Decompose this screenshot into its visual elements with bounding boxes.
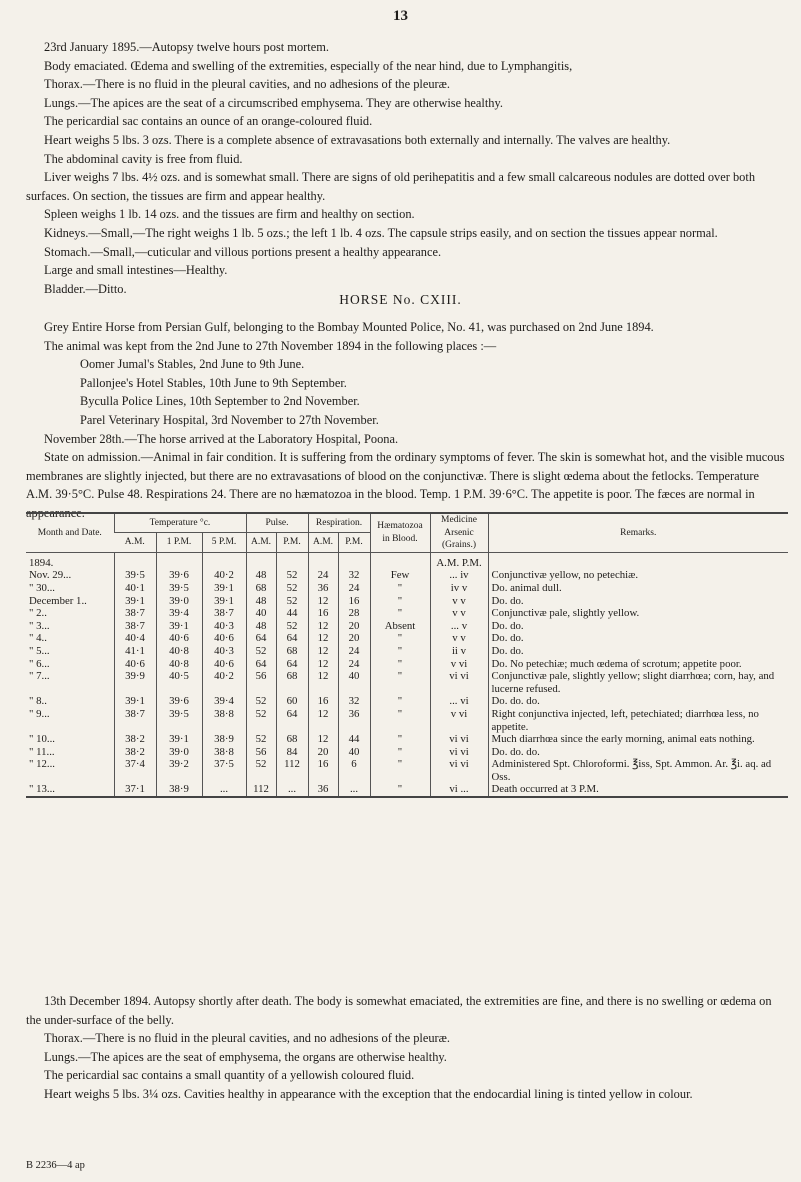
remarks-cell: Do. do. — [488, 645, 788, 658]
resp-pm-cell: 40 — [338, 746, 370, 759]
printer-mark: B 2236—4 ap — [26, 1160, 85, 1171]
pulse-am-cell: 52 — [246, 645, 276, 658]
resp-am-cell: 16 — [308, 758, 338, 783]
place-item: Byculla Police Lines, 10th September to 2nd November. — [80, 394, 360, 409]
horse-arrival: November 28th.—The horse arrived at the Laboratory Hospital, Poona. — [44, 431, 399, 446]
temp-5pm-cell: 40·2 — [202, 670, 246, 695]
autopsy-2-intro: 13th December 1894. Autopsy shortly after death. The body is somewhat emaciated, the extremities are fine, and there is no swelling or œdema on the under-surface of the belly. — [26, 994, 772, 1027]
header-temp-1pm: 1 P.M. — [156, 533, 202, 552]
pulse-pm-cell: 64 — [276, 708, 308, 733]
table-row — [26, 569, 788, 582]
table-row — [26, 645, 788, 658]
place-item: Parel Veterinary Hospital, 3rd November to 27th November. — [80, 412, 379, 427]
haematozoa-cell: " — [370, 670, 430, 695]
pulse-am-cell: 64 — [246, 658, 276, 671]
haematozoa-cell: " — [370, 595, 430, 608]
autopsy-2-lungs: Lungs.—The apices are the seat of emphysema, the organs are otherwise healthy. — [44, 1049, 447, 1064]
temp-5pm-cell: 39·4 — [202, 695, 246, 708]
pulse-pm-cell: 64 — [276, 632, 308, 645]
haematozoa-cell: " — [370, 645, 430, 658]
table-row — [26, 783, 788, 797]
temp-am-cell: 38·7 — [114, 620, 156, 633]
pulse-pm-cell: 52 — [276, 582, 308, 595]
header-remarks: Remarks. — [488, 513, 788, 552]
pulse-pm-cell: 64 — [276, 658, 308, 671]
temp-1pm-cell: 39·6 — [156, 569, 202, 582]
temp-5pm-cell: 38·9 — [202, 733, 246, 746]
header-temperature: Temperature °c. — [114, 513, 246, 533]
table-row — [26, 632, 788, 645]
header-haematozoa: Hæmatozoa in Blood. — [370, 513, 430, 552]
pulse-am-cell: 52 — [246, 695, 276, 708]
autopsy-1-kidneys: Kidneys.—Small,—The right weighs 1 lb. 5 ozs.; the left 1 lb. 4 ozs. The capsule strips easily, and on section the tissues appear normal. — [44, 225, 718, 240]
table-row — [26, 733, 788, 746]
temp-am-cell: 38·2 — [114, 746, 156, 759]
clinical-record-table — [26, 512, 788, 798]
pulse-pm-cell: 52 — [276, 620, 308, 633]
table-row — [26, 695, 788, 708]
temp-1pm-cell: 39·2 — [156, 758, 202, 783]
temp-5pm-cell: 37·5 — [202, 758, 246, 783]
autopsy-1-heart: Heart weighs 5 lbs. 3 ozs. There is a complete absence of extravasations both externally and internally. The valves are healthy. — [44, 132, 671, 147]
resp-am-cell: 20 — [308, 746, 338, 759]
remarks-cell: Do. No petechiæ; much œdema of scrotum; appetite poor. — [488, 658, 788, 671]
remarks-cell: Death occurred at 3 P.M. — [488, 783, 788, 797]
row-date-cell: " 9... — [29, 707, 50, 720]
temp-1pm-cell: 40·5 — [156, 670, 202, 695]
resp-pm-cell: 28 — [338, 607, 370, 620]
medicine-cell: v vi — [430, 658, 488, 671]
row-date-cell: " 8.. — [29, 695, 47, 708]
remarks-cell: Right conjunctiva injected, left, petechiated; diarrhœa less, no appetite. — [488, 708, 788, 733]
pulse-am-cell: 52 — [246, 733, 276, 746]
haematozoa-cell: " — [370, 695, 430, 708]
pulse-am-cell: 52 — [246, 708, 276, 733]
page-number: 13 — [393, 8, 408, 24]
remarks-cell: Much diarrhœa since the early morning, animal eats nothing. — [488, 733, 788, 746]
haematozoa-cell: " — [370, 758, 430, 783]
autopsy-1-section — [26, 38, 786, 298]
pulse-am-cell: 48 — [246, 569, 276, 582]
resp-pm-cell: ... — [338, 783, 370, 797]
pulse-pm-cell: ... — [276, 783, 308, 797]
header-pulse-pm: P.M. — [276, 533, 308, 552]
row-date-cell: " 3... — [29, 619, 50, 632]
header-pulse: Pulse. — [246, 513, 308, 533]
pulse-pm-cell: 68 — [276, 733, 308, 746]
pulse-am-cell: 64 — [246, 632, 276, 645]
resp-am-cell: 36 — [308, 582, 338, 595]
resp-pm-cell: 32 — [338, 695, 370, 708]
medicine-cell: ... vi — [430, 695, 488, 708]
autopsy-1-bladder: Bladder.—Ditto. — [44, 281, 127, 296]
header-resp-am: A.M. — [308, 533, 338, 552]
resp-pm-cell: 20 — [338, 620, 370, 633]
resp-am-cell: 12 — [308, 645, 338, 658]
temp-am-cell: 38·7 — [114, 607, 156, 620]
header-month: Month and Date. — [26, 513, 114, 552]
autopsy-1-body: Body emaciated. Œdema and swelling of the extremities, especially of the near hind, due to Lymphangitis, — [44, 58, 573, 73]
row-date-cell: " 13... — [26, 783, 114, 797]
resp-pm-cell: 16 — [338, 595, 370, 608]
pulse-am-cell: 48 — [246, 620, 276, 633]
autopsy-1-abdominal: The abdominal cavity is free from fluid. — [44, 151, 243, 166]
pulse-pm-cell: 84 — [276, 746, 308, 759]
resp-am-cell: 12 — [308, 620, 338, 633]
temp-5pm-cell: 40·6 — [202, 632, 246, 645]
remarks-cell: Do. do. — [488, 620, 788, 633]
pulse-am-cell: 112 — [246, 783, 276, 797]
year-label: 1894. — [29, 556, 54, 569]
medicine-am-pm-label: A.M. P.M. — [430, 552, 488, 569]
temp-1pm-cell: 39·1 — [156, 733, 202, 746]
temp-1pm-cell: 39·5 — [156, 708, 202, 733]
pulse-am-cell: 52 — [246, 758, 276, 783]
autopsy-2-section — [26, 992, 786, 1104]
temp-5pm-cell: ... — [202, 783, 246, 797]
header-respiration: Respiration. — [308, 513, 370, 533]
temp-am-cell: 38·2 — [114, 733, 156, 746]
autopsy-1-intestines: Large and small intestines—Healthy. — [44, 263, 228, 278]
row-date-cell: " 11... — [29, 745, 55, 758]
resp-pm-cell: 40 — [338, 670, 370, 695]
table-row — [26, 708, 788, 733]
medicine-cell: iv v — [430, 582, 488, 595]
header-medicine: Medicine Arsenic (Grains.) — [430, 513, 488, 552]
resp-pm-cell: 24 — [338, 582, 370, 595]
remarks-cell: Do. do. — [488, 595, 788, 608]
medicine-cell: vi vi — [430, 758, 488, 783]
table-row — [26, 582, 788, 595]
table-row — [26, 595, 788, 608]
resp-am-cell: 16 — [308, 607, 338, 620]
resp-am-cell: 12 — [308, 708, 338, 733]
autopsy-1-thorax: Thorax.—There is no fluid in the pleural cavities, and no adhesions of the pleuræ. — [44, 77, 451, 92]
row-date-cell: " 6... — [29, 657, 50, 670]
pulse-pm-cell: 52 — [276, 595, 308, 608]
header-resp-pm: P.M. — [338, 533, 370, 552]
resp-pm-cell: 6 — [338, 758, 370, 783]
temp-am-cell: 38·7 — [114, 708, 156, 733]
temp-5pm-cell: 40·2 — [202, 569, 246, 582]
resp-am-cell: 12 — [308, 733, 338, 746]
resp-am-cell: 24 — [308, 569, 338, 582]
header-pulse-am: A.M. — [246, 533, 276, 552]
pulse-am-cell: 68 — [246, 582, 276, 595]
resp-pm-cell: 36 — [338, 708, 370, 733]
haematozoa-cell: Absent — [370, 620, 430, 633]
remarks-cell: Conjunctivæ pale, slightly yellow. — [488, 607, 788, 620]
horse-admission: State on admission.—Animal in fair condition. It is suffering from the ordinary symptoms of fever. The skin is somewhat hot, and the visible mucous membranes are slightly injected, but there are no extravasations of blood on the conjunctivæ. There is slight œdema about the fetlocks. Temperature A.M. 39·5°C. Pulse 48. Respirations 24. There are no hæmatozoa in the blood. Temp. 1 P.M. 39·6°C. The appetite is poor. The fæces are normal in appearance. — [26, 450, 785, 520]
medicine-cell: vi vi — [430, 733, 488, 746]
pulse-am-cell: 40 — [246, 607, 276, 620]
autopsy-1-lungs: Lungs.—The apices are the seat of a circumscribed emphysema. They are otherwise healthy. — [44, 95, 503, 110]
pulse-pm-cell: 52 — [276, 569, 308, 582]
autopsy-2-pericardial: The pericardial sac contains a small quantity of a yellowish coloured fluid. — [44, 1068, 415, 1083]
temp-am-cell: 40·6 — [114, 658, 156, 671]
remarks-cell: Do. animal dull. — [488, 582, 788, 595]
temp-1pm-cell: 39·0 — [156, 746, 202, 759]
haematozoa-cell: " — [370, 746, 430, 759]
temp-1pm-cell: 39·5 — [156, 582, 202, 595]
pulse-am-cell: 56 — [246, 670, 276, 695]
temp-1pm-cell: 39·1 — [156, 620, 202, 633]
table-row — [26, 620, 788, 633]
horse-heading: HORSE No. CXIII. — [339, 292, 462, 307]
autopsy-1-liver: Liver weighs 7 lbs. 4½ ozs. and is somewhat small. There are signs of old perihepatitis and a few small calcareous nodules are dotted over both surfaces. On section, the tissues are firm and appear healthy. — [26, 170, 756, 203]
medicine-cell: v vi — [430, 708, 488, 733]
remarks-cell: Do. do. — [488, 632, 788, 645]
remarks-cell: Do. do. do. — [488, 695, 788, 708]
medicine-cell: ii v — [430, 645, 488, 658]
autopsy-2-heart: Heart weighs 5 lbs. 3¼ ozs. Cavities healthy in appearance with the exception that the endocardial lining is tinted yellow in colour. — [44, 1086, 693, 1101]
temp-am-cell: 40·4 — [114, 632, 156, 645]
haematozoa-cell: Few — [370, 569, 430, 582]
row-date-cell: " 2.. — [29, 607, 47, 620]
table-row — [26, 746, 788, 759]
remarks-cell: Conjunctivæ pale, slightly yellow; slight diarrhœa; corn, hay, and lucerne refused. — [488, 670, 788, 695]
pulse-pm-cell: 68 — [276, 670, 308, 695]
remarks-cell: Do. do. do. — [488, 746, 788, 759]
temp-am-cell: 39·1 — [114, 695, 156, 708]
row-date-cell: " 7... — [29, 670, 50, 683]
haematozoa-cell: " — [370, 658, 430, 671]
temp-am-cell: 40·1 — [114, 582, 156, 595]
resp-am-cell: 12 — [308, 595, 338, 608]
medicine-cell: vi vi — [430, 670, 488, 695]
temp-5pm-cell: 38·8 — [202, 708, 246, 733]
header-temp-am: A.M. — [114, 533, 156, 552]
temp-am-cell: 37·1 — [114, 783, 156, 797]
medicine-cell: v v — [430, 595, 488, 608]
haematozoa-cell: " — [370, 582, 430, 595]
resp-am-cell: 12 — [308, 632, 338, 645]
horse-kept: The animal was kept from the 2nd June to 27th November 1894 in the following places :— — [44, 338, 497, 353]
resp-pm-cell: 32 — [338, 569, 370, 582]
table-row — [26, 607, 788, 620]
temp-5pm-cell: 39·1 — [202, 595, 246, 608]
resp-pm-cell: 24 — [338, 658, 370, 671]
temp-5pm-cell: 40·3 — [202, 645, 246, 658]
temp-5pm-cell: 38·7 — [202, 607, 246, 620]
temp-1pm-cell: 39·6 — [156, 695, 202, 708]
row-date-cell: " 4.. — [29, 632, 47, 645]
place-item: Oomer Jumal's Stables, 2nd June to 9th June. — [80, 357, 305, 372]
medicine-cell: vi ... — [430, 783, 488, 797]
temp-5pm-cell: 39·1 — [202, 582, 246, 595]
temp-1pm-cell: 40·8 — [156, 645, 202, 658]
autopsy-2-thorax: Thorax.—There is no fluid in the pleural cavities, and no adhesions of the pleuræ. — [44, 1031, 451, 1046]
remarks-cell: Administered Spt. Chloroformi. ℥iss, Spt. Ammon. Ar. ℥i. aq. ad Oss. — [488, 758, 788, 783]
pulse-pm-cell: 60 — [276, 695, 308, 708]
medicine-cell: v v — [430, 607, 488, 620]
medicine-cell: ... iv — [430, 569, 488, 582]
pulse-pm-cell: 112 — [276, 758, 308, 783]
row-date-cell: " 10... — [29, 733, 56, 746]
temp-1pm-cell: 39·4 — [156, 607, 202, 620]
place-item: Pallonjee's Hotel Stables, 10th June to 9th September. — [80, 375, 347, 390]
temp-5pm-cell: 40·3 — [202, 620, 246, 633]
temp-am-cell: 39·1 — [114, 595, 156, 608]
haematozoa-cell: " — [370, 708, 430, 733]
remarks-cell: Conjunctivæ yellow, no petechiæ. — [488, 569, 788, 582]
pulse-am-cell: 56 — [246, 746, 276, 759]
autopsy-1-intro: 23rd January 1895.—Autopsy twelve hours post mortem. — [44, 40, 329, 54]
temp-5pm-cell: 38·8 — [202, 746, 246, 759]
horse-intro: Grey Entire Horse from Persian Gulf, belonging to the Bombay Mounted Police, No. 41, was purchased on 2nd June 1894. — [44, 320, 654, 334]
temp-5pm-cell: 40·6 — [202, 658, 246, 671]
temp-1pm-cell: 39·0 — [156, 595, 202, 608]
autopsy-1-spleen: Spleen weighs 1 lb. 14 ozs. and the tissues are firm and healthy on section. — [44, 207, 415, 222]
haematozoa-cell: " — [370, 783, 430, 797]
autopsy-1-pericardial: The pericardial sac contains an ounce of an orange-coloured fluid. — [44, 114, 373, 129]
header-temp-5pm: 5 P.M. — [202, 533, 246, 552]
row-date-cell: " 12... — [29, 758, 56, 771]
resp-pm-cell: 24 — [338, 645, 370, 658]
resp-am-cell: 36 — [308, 783, 338, 797]
medicine-cell: v v — [430, 632, 488, 645]
resp-am-cell: 12 — [308, 658, 338, 671]
row-date-cell: " 30... — [29, 581, 56, 594]
haematozoa-cell: " — [370, 733, 430, 746]
autopsy-1-stomach: Stomach.—Small,—cuticular and villous portions present a healthy appearance. — [44, 244, 442, 259]
medicine-cell: vi vi — [430, 746, 488, 759]
medicine-cell: ... v — [430, 620, 488, 633]
temp-am-cell: 41·1 — [114, 645, 156, 658]
temp-am-cell: 39·9 — [114, 670, 156, 695]
pulse-pm-cell: 44 — [276, 607, 308, 620]
resp-am-cell: 16 — [308, 695, 338, 708]
haematozoa-cell: " — [370, 632, 430, 645]
temp-am-cell: 39·5 — [114, 569, 156, 582]
temp-am-cell: 37·4 — [114, 758, 156, 783]
row-date-cell: December 1.. — [29, 594, 87, 607]
table-row — [26, 758, 788, 783]
temp-1pm-cell: 40·6 — [156, 632, 202, 645]
haematozoa-cell: " — [370, 607, 430, 620]
temp-1pm-cell: 38·9 — [156, 783, 202, 797]
horse-history-section — [26, 318, 786, 523]
table-row — [26, 658, 788, 671]
row-date-cell: " 5... — [29, 644, 50, 657]
table-row — [26, 670, 788, 695]
resp-pm-cell: 20 — [338, 632, 370, 645]
pulse-am-cell: 48 — [246, 595, 276, 608]
pulse-pm-cell: 68 — [276, 645, 308, 658]
row-date-cell: Nov. 29... — [29, 569, 72, 582]
resp-am-cell: 12 — [308, 670, 338, 695]
resp-pm-cell: 44 — [338, 733, 370, 746]
temp-1pm-cell: 40·8 — [156, 658, 202, 671]
